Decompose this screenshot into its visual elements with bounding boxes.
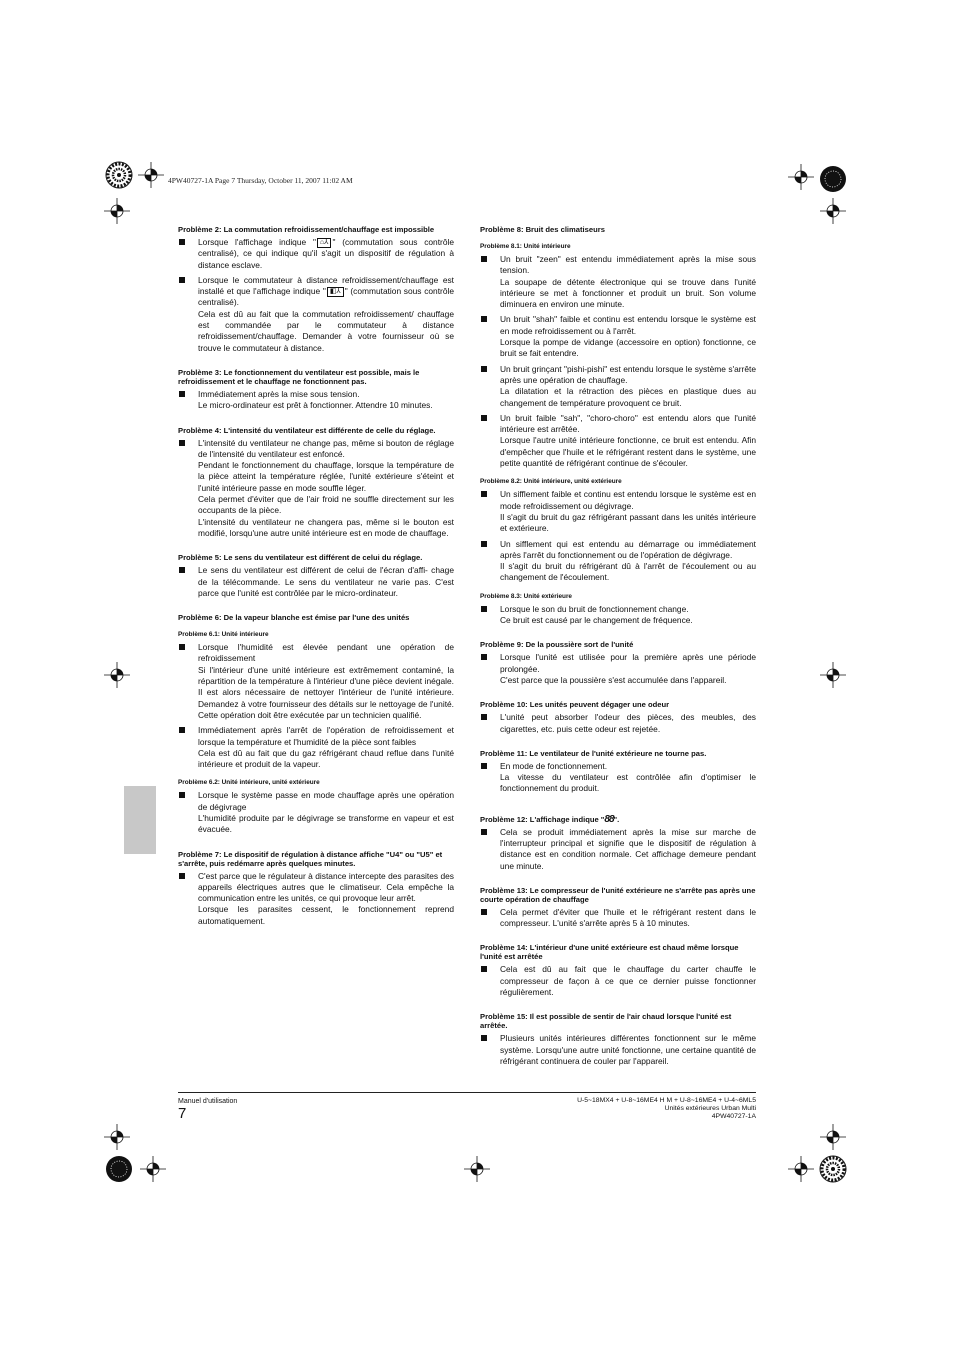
- bullet-square-icon: [481, 541, 487, 547]
- print-crosshair-bottom-center: [464, 1156, 490, 1182]
- problem-8-heading: Problème 8: Bruit des climatiseurs: [480, 225, 605, 234]
- problem-13-heading: Problème 13: Le compresseur de l'unité extérieure ne s'arrête pas après une courte opération de chauffage: [480, 885, 756, 904]
- bullet-square-icon: [179, 873, 185, 879]
- list-item: [178, 237, 454, 271]
- item-text: Lorsque l'unité est utilisée pour la première après une période prolongée.: [500, 652, 756, 674]
- item-explanation: Si l'intérieur d'une unité intérieure est extrêmement contaminé, la répartition de la température à l'intérieur d'une pièce devient inégale. Il est alors nécessaire de nettoyer l'intérieur de l'unité intérieure. Demandez à votre fournisseur des détails sur le nettoyage de l'unité. Cette opération doit être exécutée par un technicien qualifié.: [198, 664, 454, 720]
- item-text: " (commutation sous contrôle centralisé), ce qui indique qu'il s'agit un dispositif de régulation à distance esclave.: [198, 237, 454, 270]
- problem-6-1-subheading: Problème 6.1: Unité intérieure: [178, 631, 269, 639]
- item-explanation: Il s'agit du bruit du gaz réfrigérant passant dans les unités intérieure et extérieure.: [500, 511, 756, 534]
- item-explanation: Il s'agit du bruit du réfrigérant dû à l'arrêt de l'écoulement ou au changement de l'écoulement.: [500, 561, 756, 583]
- page-number: 7: [178, 1105, 187, 1122]
- item-explanation: L'humidité produite par le dégivrage se transforme en vapeur et est évacuée.: [198, 812, 454, 835]
- item-explanation: La dilatation et la rétraction des pièces en plastique dues au changement de température provoquent ce bruit.: [500, 386, 756, 408]
- problem-15-heading: Problème 15: Il est possible de sentir de l'air chaud lorsque l'unité est arrêtée.: [480, 1012, 732, 1031]
- item-explanation: Le micro-ordinateur est prêt à fonctionner. Attendre 10 minutes.: [198, 400, 433, 411]
- item-explanation: C'est parce que la poussière s'est accumulée dans l'appareil.: [500, 674, 727, 685]
- bullet-square-icon: [481, 491, 487, 497]
- list-item: [178, 790, 454, 835]
- print-slug: 4PW40727-1A Page 7 Thursday, October 11, 2007 11:02 AM: [168, 176, 353, 185]
- item-text: C'est parce que le régulateur à distance intercepte des parasites des appareils électriques autres que le climatiseur. Cela empêche la communication entre les unités, ce qui provoque leur arrêt.: [198, 870, 454, 904]
- left-column: [178, 225, 454, 931]
- bullet-square-icon: [179, 727, 185, 733]
- print-crosshair-top-left: [138, 162, 164, 188]
- problem-10-heading: Problème 10: Les unités peuvent dégager une odeur: [480, 700, 670, 710]
- list-item: [480, 314, 756, 359]
- problem-9-heading: Problème 9: De la poussière sort de l'unité: [480, 640, 634, 650]
- print-crosshair-bottom-left-outer: [104, 1124, 130, 1150]
- print-registration-mark-bottom-right: [818, 1154, 848, 1184]
- item-text: Lorsque le son du bruit de fonctionnement change.: [500, 603, 689, 614]
- footer-subtitle: Unités extérieures Urban Multi: [664, 1105, 756, 1113]
- problem-6-2-subheading: Problème 6.2: Unité intérieure, unité extérieure: [178, 779, 320, 787]
- bullet-square-icon: [179, 391, 185, 397]
- remote-switch-icon: ◧⅄: [327, 287, 344, 297]
- list-item: [178, 275, 454, 354]
- item-text: Le sens du ventilateur est différent de celui de l'écran d'affi- chage de la télécommande. Le sens du ventilateur ne varie pas. C'est parce que l'unité est contrôlée par le micro-ordinateur.: [198, 565, 454, 598]
- bullet-square-icon: [179, 567, 185, 573]
- bullet-square-icon: [481, 654, 487, 660]
- item-explanation: Lorsque les parasites cessent, le fonctionnement reprend automatiquement.: [198, 904, 454, 926]
- problem-14-heading: Problème 14: L'intérieur d'une unité extérieure est chaud même lorsque l'unité est arrêtée: [480, 943, 739, 962]
- item-text: Un sifflement qui est entendu au démarrage ou immédiatement après l'arrêt du fonctionnement ou de l'opération de dégivrage.: [500, 538, 756, 560]
- item-explanation: Cela est dû au fait que du gaz réfrigérant chaud reflue dans l'unité intérieure et produit de la vapeur.: [198, 747, 454, 770]
- item-text: Un bruit "zeen" est entendu immédiatement après la mise sous tension.: [500, 254, 756, 276]
- footer-code: 4PW40727-1A: [711, 1113, 756, 1121]
- item-explanation: Lorsque l'autre unité intérieure fonctionne, ce bruit est entendu. Afin d'empêcher que l'huile et le réfrigérant restent dans le système, une petite quantité de réfrigérant continue de s'écouler.: [500, 435, 756, 469]
- item-text: " (commutation sous contrôle centralisé).: [198, 286, 454, 308]
- item-text: Un bruit "shah" faible et continu est entendu lorsque le système est en mode refroidissement ou à l'arrêt.: [500, 314, 756, 336]
- problem-8-3-subheading: Problème 8.3: Unité extérieure: [480, 592, 572, 600]
- print-registration-mark-top-right: [818, 164, 848, 194]
- list-item: [480, 489, 756, 534]
- list-item: [480, 964, 756, 998]
- bullet-square-icon: [481, 256, 487, 262]
- bullet-square-icon: [481, 966, 487, 972]
- list-item: [178, 438, 454, 540]
- list-item: [178, 389, 454, 412]
- footer-manual-title: Manuel d'utilisation: [178, 1098, 238, 1105]
- item-text: L'unité peut absorber l'odeur des pièces, des meubles, des cigarettes, etc. puis cette odeur est rejetée.: [500, 712, 756, 734]
- bullet-square-icon: [481, 316, 487, 322]
- item-explanation: Ce bruit est causé par le changement de fréquence.: [500, 615, 693, 626]
- list-item: [178, 642, 454, 721]
- list-item: [480, 827, 756, 872]
- item-explanation: La soupape de détente électronique qui se trouve dans l'unité intérieure se met à fonctionner et produit un bruit. Son volume diminuera en environ une minute.: [500, 276, 756, 310]
- print-crosshair-bottom-left: [140, 1156, 166, 1182]
- heading-text: Problème 12: L'affichage indique ": [480, 814, 605, 824]
- problem-12-heading: [480, 815, 756, 824]
- bullet-square-icon: [481, 909, 487, 915]
- problem-4-heading: Problème 4: L'intensité du ventilateur est différente de celle du réglage.: [178, 425, 436, 435]
- bullet-square-icon: [179, 440, 185, 446]
- print-crosshair-mid-right: [820, 662, 846, 688]
- segment-display-icon: 88: [604, 813, 614, 825]
- heading-text: ".: [613, 814, 620, 824]
- item-explanation: Cela permet d'éviter que de l'air froid ne souffle directement sur les occupants de la pièce.: [198, 494, 454, 516]
- item-text: Lorsque l'affichage indique ": [198, 237, 316, 247]
- item-text: Lorsque le système passe en mode chauffage après une opération de dégivrage: [198, 790, 454, 812]
- item-text: Plusieurs unités intérieures différentes fonctionnent sur le même système. Lorsqu'une autre unité fonctionne, une certaine quantité de réfrigérant continuera de couler par l'appareil.: [500, 1033, 756, 1066]
- problem-11-heading: Problème 11: Le ventilateur de l'unité extérieure ne tourne pas.: [480, 748, 707, 758]
- item-text: Cela se produit immédiatement après la mise sur marche de l'interrupteur principal et signifie que le dispositif de régulation à distance est en condition normale. Cet affichage demeure pendant une minute.: [500, 826, 756, 871]
- item-text: Un bruit grinçant "pishi-pishi" est entendu lorsque le système s'arrête après une opération de chauffage.: [500, 363, 756, 385]
- item-explanation: Cela est dû au fait que la commutation refroidissement/ chauffage est commandée par le commutateur à distance refroidissement/chauffage. Demander à votre fournisseur où se trouve le commutateur à distance.: [198, 308, 454, 353]
- list-item: [480, 604, 756, 627]
- list-item: [178, 565, 454, 599]
- list-item: [178, 871, 454, 927]
- print-crosshair-bottom-right-outer: [820, 1124, 846, 1150]
- item-text: Cela est dû au fait que le chauffage du carter chauffe le compresseur de façon à ce que ce dernier puisse fonctionner régulièrement.: [500, 964, 756, 998]
- print-crosshair-bottom-right: [788, 1156, 814, 1182]
- item-text: Lorsque l'humidité est élevée pendant une opération de refroidissement: [198, 642, 454, 664]
- bullet-square-icon: [179, 277, 185, 283]
- problem-8-2-subheading: Problème 8.2: Unité intérieure, unité extérieure: [480, 478, 622, 486]
- print-registration-mark-top-left: [104, 160, 134, 190]
- bullet-square-icon: [481, 366, 487, 372]
- item-explanation: Lorsque la pompe de vidange (accessoire en option) fonctionne, ce bruit se fait entendre.: [500, 337, 756, 359]
- list-item: [480, 761, 756, 795]
- problem-8-1-subheading: Problème 8.1: Unité intérieure: [480, 243, 571, 250]
- problem-7-heading: Problème 7: Le dispositif de régulation à distance affiche "U4" ou "U5" et s'arrête, puis redémarre après quelques minutes.: [178, 849, 443, 868]
- list-item: [480, 712, 756, 735]
- print-crosshair-top-right: [788, 164, 814, 190]
- bullet-square-icon: [481, 1035, 487, 1041]
- item-explanation: Pendant le fonctionnement du chauffage, lorsque la température de la pièce atteint la température réglée, l'unité extérieure s'éteint et l'unité intérieure passe en mode souffle léger.: [198, 460, 454, 493]
- print-crosshair-top-left-outer: [104, 198, 130, 224]
- list-item: [480, 364, 756, 409]
- bullet-square-icon: [179, 644, 185, 650]
- problem-5-heading: Problème 5: Le sens du ventilateur est différent de celui du réglage.: [178, 553, 423, 563]
- item-text: En mode de fonctionnement.: [500, 760, 608, 771]
- footer-right: [577, 1097, 756, 1122]
- problem-3-heading: Problème 3: Le fonctionnement du ventilateur est possible, mais le refroidissement et le chauffage ne fonctionnent pas.: [178, 367, 420, 386]
- item-text: L'intensité du ventilateur ne change pas, même si bouton de réglage de l'intensité du ventilateur est enfoncé.: [198, 437, 454, 459]
- bullet-square-icon: [481, 415, 487, 421]
- footer-rule: [178, 1092, 756, 1093]
- bullet-square-icon: [481, 763, 487, 769]
- item-text: Immédiatement après la mise sous tension.: [198, 388, 360, 399]
- central-control-icon: ⌂⅄: [317, 238, 332, 248]
- list-item: [480, 652, 756, 686]
- item-text: Cela permet d'éviter que l'huile et le réfrigérant restent dans le compresseur. L'unité s'arrête après 5 à 10 minutes.: [500, 906, 756, 929]
- list-item: [480, 413, 756, 469]
- item-text: Lorsque le commutateur à distance refroidissement/chauffage est installé et que l'affichage indique ": [198, 274, 454, 297]
- bullet-square-icon: [179, 792, 185, 798]
- list-item: [178, 725, 454, 770]
- list-item: [480, 539, 756, 584]
- footer-models: U-5~18MX4 + U-8~16ME4 H M + U-8~16ME4 + U-4~6ML5: [577, 1097, 756, 1104]
- bullet-square-icon: [179, 239, 185, 245]
- problem-2-heading: Problème 2: La commutation refroidissement/chauffage est impossible: [178, 225, 435, 234]
- list-item: [480, 1033, 756, 1067]
- chapter-tab: [124, 786, 156, 854]
- item-text: Un bruit faible "sah", "choro-choro" est entendu alors que l'unité intérieure est arrêtée.: [500, 412, 756, 435]
- right-column: [480, 225, 756, 1071]
- print-registration-mark-bottom-left: [104, 1154, 134, 1184]
- print-crosshair-top-right-outer: [820, 198, 846, 224]
- item-text: Immédiatement après l'arrêt de l'opération de refroidissement et lorsque la température et l'humidité de la pièce sont faibles: [198, 725, 454, 747]
- list-item: [480, 907, 756, 930]
- bullet-square-icon: [481, 606, 487, 612]
- item-text: Un sifflement faible et continu est entendu lorsque le système est en mode refroidissement ou dégivrage.: [500, 489, 756, 511]
- item-explanation: L'intensité du ventilateur ne changera pas, même si le bouton est modifié, lorsqu'une autre unité intérieure est en mode de chauffage.: [198, 516, 454, 538]
- bullet-square-icon: [481, 714, 487, 720]
- bullet-square-icon: [481, 829, 487, 835]
- problem-6-heading: Problème 6: De la vapeur blanche est émise par l'une des unités: [178, 613, 410, 623]
- list-item: [480, 254, 756, 310]
- item-explanation: La vitesse du ventilateur est contrôlée afin d'optimiser le fonctionnement du produit.: [500, 772, 756, 794]
- print-crosshair-mid-left: [104, 662, 130, 688]
